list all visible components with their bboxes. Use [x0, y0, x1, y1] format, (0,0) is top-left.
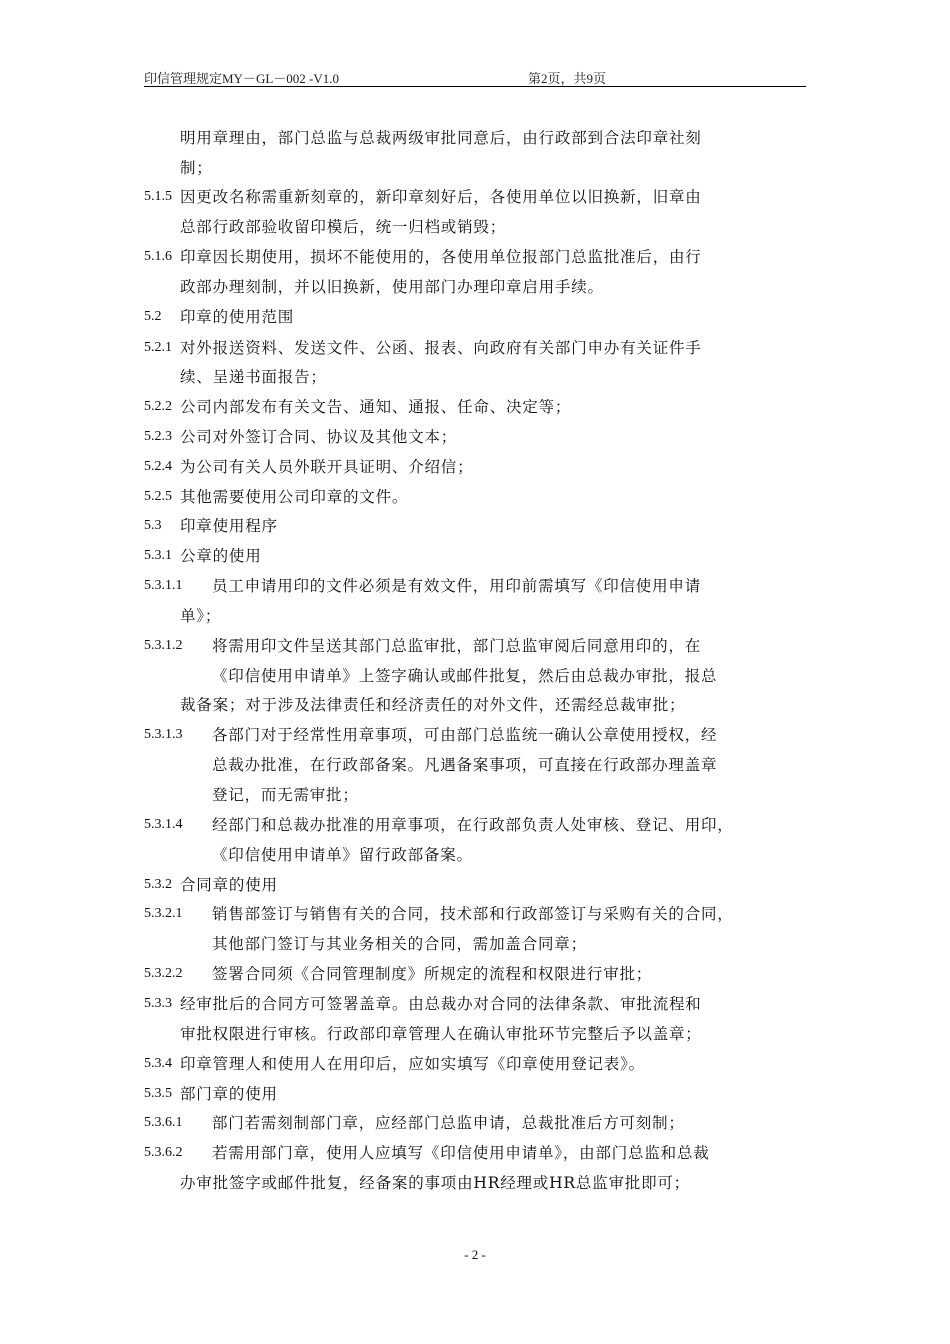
- section-number: 5.3.1.3: [144, 727, 183, 742]
- line-text: 印章使用程序: [180, 517, 278, 535]
- line-text: 印章因长期使用，损坏不能使用的，各使用单位报部门总监批准后，由行: [180, 248, 702, 266]
- line-text: 若需用部门章，使用人应填写《印信使用申请单》，由部门总监和总裁: [212, 1144, 710, 1162]
- line-text: 员工申请用印的文件必须是有效文件，用印前需填写《印信使用申请: [212, 577, 702, 595]
- line-text: 各部门对于经常性用章事项，可由部门总监统一确认公章使用授权，经: [212, 726, 718, 744]
- line-text: 印章管理人和使用人在用印后，应如实填写《印章使用登记表》。: [180, 1055, 645, 1073]
- section-number: 5.2.2: [144, 399, 172, 414]
- line-text: 销售部签订与销售有关的合同，技术部和行政部签订与采购有关的合同，: [212, 905, 734, 923]
- section-number: 5.3: [144, 518, 162, 533]
- line-text: 经审批后的合同方可签署盖章。由总裁办对合同的法律条款、审批流程和: [180, 995, 702, 1013]
- line-text: 其他需要使用公司印章的文件。: [180, 488, 409, 506]
- line-text: 总裁办批准，在行政部备案。凡遇备案事项，可直接在行政部办理盖章: [212, 756, 718, 774]
- line-text: 将需用印文件呈送其部门总监审批，部门总监审阅后同意用印的，在: [212, 637, 702, 655]
- line-text: 公司内部发布有关文告、通知、通报、任命、决定等；: [180, 398, 572, 416]
- section-number: 5.3.1.2: [144, 638, 183, 653]
- section-number: 5.3.1.1: [144, 578, 183, 593]
- header-divider: [144, 86, 806, 87]
- section-number: 5.2: [144, 309, 162, 324]
- section-number: 5.3.1: [144, 548, 172, 563]
- line-text: 登记，而无需审批；: [212, 786, 359, 804]
- section-number: 5.3.2: [144, 877, 172, 892]
- section-number: 5.3.6.2: [144, 1145, 183, 1160]
- line-text: 部门章的使用: [180, 1085, 278, 1103]
- line-text: 印章的使用范围: [180, 308, 295, 326]
- section-number: 5.3.3: [144, 996, 172, 1011]
- line-text: 审批权限进行审核。行政部印章管理人在确认审批环节完整后予以盖章；: [180, 1025, 702, 1043]
- page-header: [144, 67, 806, 87]
- line-text: 部门若需刻制部门章，应经部门总监申请，总裁批准后方可刻制；: [212, 1114, 685, 1132]
- line-text: 政部办理刻制，并以旧换新，使用部门办理印章启用手续。: [180, 278, 604, 296]
- line-text: 签署合同须《合同管理制度》所规定的流程和权限进行审批；: [212, 965, 653, 983]
- line-text: 为公司有关人员外联开具证明、介绍信；: [180, 458, 474, 476]
- line-text: 合同章的使用: [180, 876, 278, 894]
- header-doc-title: 印信管理规定MY－GL－002 -V1.0: [144, 71, 339, 86]
- line-text: 《印信使用申请单》上签字确认或邮件批复，然后由总裁办审批，报总: [212, 667, 718, 685]
- page-footer: - 2 -: [464, 1247, 486, 1262]
- section-number: 5.2.1: [144, 340, 172, 355]
- section-number: 5.3.1.4: [144, 817, 183, 832]
- line-text: 总部行政部验收留印模后，统一归档或销毁；: [180, 218, 507, 236]
- section-number: 5.2.5: [144, 489, 172, 504]
- line-text: 因更改名称需重新刻章的，新印章刻好后，各使用单位以旧换新，旧章由: [180, 188, 702, 206]
- line-text: 单》；: [180, 607, 222, 625]
- line-text: 公章的使用: [180, 547, 262, 565]
- header-page-info: 第2页，共9页: [528, 71, 607, 86]
- section-number: 5.3.6.1: [144, 1115, 183, 1130]
- line-text: 《印信使用申请单》留行政部备案。: [212, 846, 473, 864]
- line-text: 明用章理由，部门总监与总裁两级审批同意后，由行政部到合法印章社刻: [180, 129, 702, 147]
- section-number: 5.2.3: [144, 429, 172, 444]
- line-text: 制；: [180, 159, 213, 177]
- section-number: 5.1.5: [144, 189, 172, 204]
- line-text: 办审批签字或邮件批复，经备案的事项由HR经理或HR总监审批即可；: [180, 1174, 690, 1192]
- line-text: 裁备案；对于涉及法律责任和经济责任的对外文件，还需经总裁审批；: [180, 696, 686, 714]
- line-text: 公司对外签订合同、协议及其他文本；: [180, 428, 458, 446]
- section-number: 5.3.5: [144, 1086, 172, 1101]
- section-number: 5.3.2.2: [144, 966, 183, 981]
- section-number: 5.1.6: [144, 249, 172, 264]
- line-text: 经部门和总裁办批准的用章事项，在行政部负责人处审核、登记、用印，: [212, 816, 734, 834]
- section-number: 5.3.2.1: [144, 906, 183, 921]
- section-number: 5.2.4: [144, 459, 172, 474]
- line-text: 其他部门签订与其业务相关的合同，需加盖合同章；: [212, 935, 587, 953]
- section-number: 5.3.4: [144, 1056, 172, 1071]
- line-text: 对外报送资料、发送文件、公函、报表、向政府有关部门申办有关证件手: [180, 339, 702, 357]
- line-text: 续、呈递书面报告；: [180, 368, 327, 386]
